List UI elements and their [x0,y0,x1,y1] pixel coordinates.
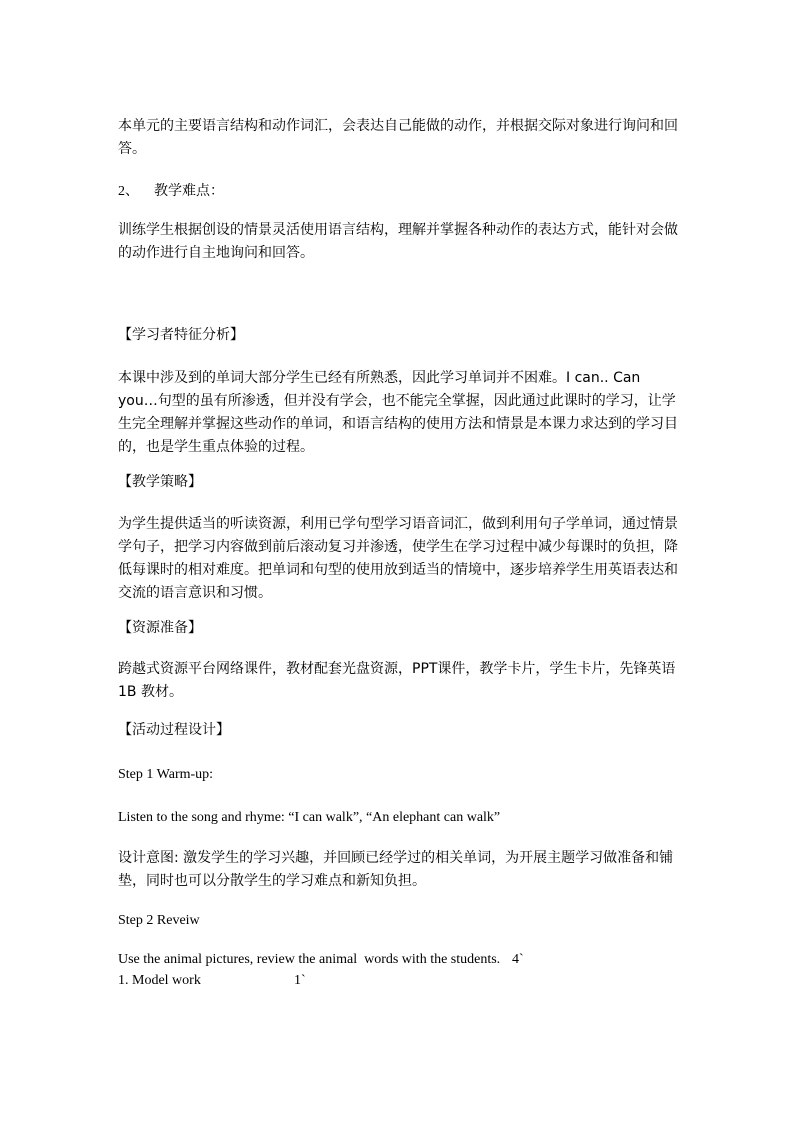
paragraph-resources: 跨越式资源平台网络课件，教材配套光盘资源，PPT课件，教学卡片，学生卡片，先锋英语1B 教材。 [118,661,676,700]
heading-teaching-strategy: 【教学策略】 [118,474,202,490]
item-label: 教学难点： [154,183,224,199]
heading-activity-design: 【活动过程设计】 [118,722,230,738]
listen-line: Listen to the song and rhyme: “I can walk”, “An elephant can walk” [118,810,501,825]
step-2-title: Step 2 Reveiw [118,913,200,928]
paragraph-key-points: 本单元的主要语言结构和动作词汇，会表达自己能做的动作，并根据交际对象进行询问和回答。 [118,118,678,157]
paragraph-design-intent: 设计意图: 激发学生的学习兴趣，并回顾已经学过的相关单词，为开展主题学习做准备和铺垫，同时也可以分散学生的学习难点和新知负担。 [118,850,674,889]
paragraph-learner-analysis: 本课中涉及到的单词大部分学生已经有所熟悉，因此学习单词并不困难。I can.. Can you…句型的虽有所渗透，但并没有学会，也不能完全掌握，因此通过此课时的学习，让学生完全理解并掌握这些动作的单词，和语言结构的使用方法和情景是本课力求达到的学习目的，也是学生重点体验的过程。 [118,370,678,455]
heading-teaching-difficulty [118,180,678,203]
heading-resources: 【资源准备】 [118,620,202,636]
paragraph-teaching-strategy: 为学生提供适当的听读资源，利用已学句型学习语音词汇，做到利用句子学单词，通过情景学句子，把学习内容做到前后滚动复习并渗透，使学生在学习过程中减少每课时的负担，降低每课时的相对难度。把单词和句型的使用放到适当的情境中，逐步培养学生用英语表达和交流的语言意识和习惯。 [118,516,678,601]
review-time: 4` [512,952,524,967]
model-work-time: 1` [294,973,306,988]
step-1-title: Step 1 Warm-up: [118,767,214,782]
item-number: 2、 [118,184,139,199]
heading-learner-analysis: 【学习者特征分析】 [118,327,244,343]
model-work-line [118,971,678,991]
review-line [118,950,678,970]
review-text: Use the animal pictures, review the animal words with the students. [118,952,501,967]
paragraph-difficulty: 训练学生根据创设的情景灵活使用语言结构，理解并掌握各种动作的表达方式，能针对会做的动作进行自主地询问和回答。 [118,222,678,261]
model-work-text: 1. Model work [118,973,201,988]
